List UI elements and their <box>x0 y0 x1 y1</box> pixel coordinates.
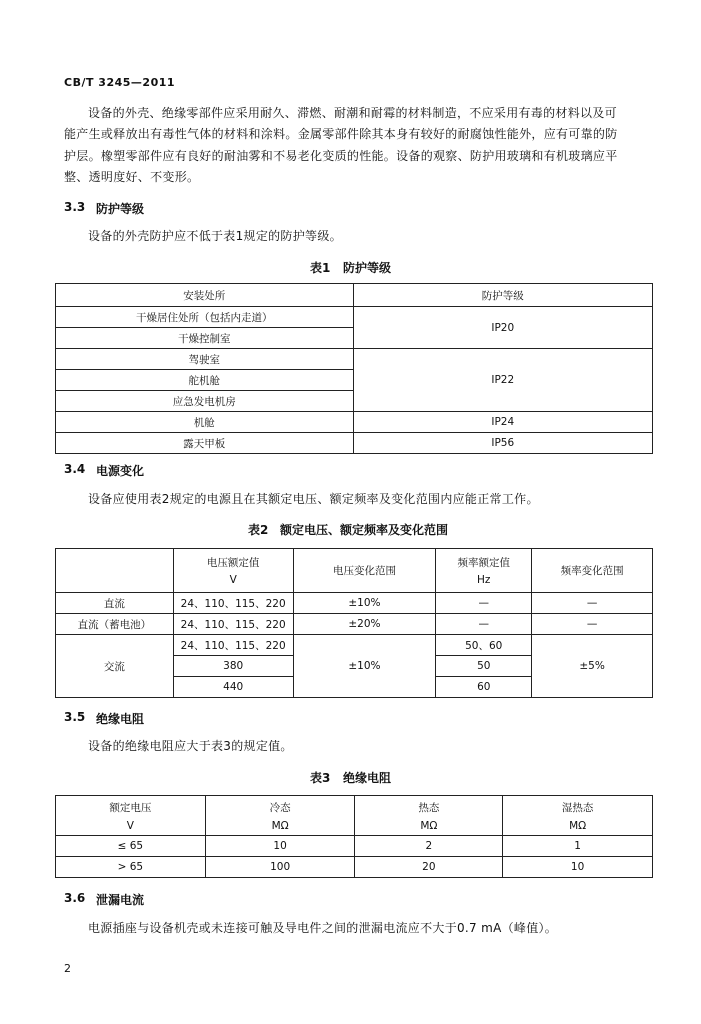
table3-cell: > 65 <box>56 857 206 878</box>
table2-ac-label: 交流 <box>56 635 174 698</box>
standard-code: CB/T 3245—2011 <box>64 76 176 89</box>
table2-ac-range: ±10% <box>293 635 436 698</box>
table1-grade: IP22 <box>353 349 653 412</box>
section-3-5-number: 3.5 <box>64 710 86 724</box>
table1-header-grade: 防护等级 <box>353 284 653 307</box>
table3-cell: 1 <box>503 836 653 857</box>
table3-cell: 2 <box>355 836 503 857</box>
table2-header-voltage-range: 电压变化范围 <box>293 549 436 593</box>
section-3-3-body: 设备的外壳防护应不低于表1规定的防护等级。 <box>88 229 342 243</box>
section-3-4-title: 电源变化 <box>96 464 145 478</box>
table2-caption-num: 表2 <box>248 523 269 537</box>
table1-grade: IP20 <box>353 307 653 349</box>
section-3-5-title: 绝缘电阻 <box>96 712 145 726</box>
table2-header-freq: 频率额定值 Hz <box>436 549 532 593</box>
section-3-4-number: 3.4 <box>64 462 86 476</box>
table2-dc-label: 直流 <box>56 593 174 614</box>
table2-header-freq-range: 频率变化范围 <box>532 549 653 593</box>
table1-header-location: 安装处所 <box>56 284 354 307</box>
table3-header-voltage: 额定电压 V <box>56 796 206 836</box>
table1-row: 露天甲板 <box>56 433 354 454</box>
section-3-3-number: 3.3 <box>64 200 86 214</box>
table1-row: 舵机舱 <box>56 370 354 391</box>
section-3-6-number: 3.6 <box>64 891 86 905</box>
table2-header-voltage: 电压额定值 V <box>173 549 293 593</box>
table3-cell: 10 <box>205 836 355 857</box>
table2-ac-voltage: 380 <box>173 656 293 677</box>
table2-ac-voltage: 440 <box>173 677 293 698</box>
table2-dc-freq-range: — <box>532 593 653 614</box>
table3 <box>55 795 653 878</box>
table1-grade: IP56 <box>353 433 653 454</box>
table3-cell: 20 <box>355 857 503 878</box>
table2-caption-title: 额定电压、额定频率及变化范围 <box>280 523 449 537</box>
section-3-6-title: 泄漏电流 <box>96 893 145 907</box>
intro-line-4: 整、透明度好、不变形。 <box>64 170 200 184</box>
page-number: 2 <box>64 962 71 975</box>
table2-ac-voltage: 24、110、115、220 <box>173 635 293 656</box>
table3-cell: 10 <box>503 857 653 878</box>
table2-dc-battery-label: 直流（蓄电池） <box>56 614 174 635</box>
table1 <box>55 283 653 454</box>
section-3-6-body: 电源插座与设备机壳或未连接可触及导电件之间的泄漏电流应不大于0.7 mA（峰值）。 <box>88 921 558 935</box>
intro-line-2: 能产生或释放出有毒性气体的材料和涂料。金属零部件除其本身有较好的耐腐蚀性能外，应有可靠的防 <box>64 127 618 141</box>
table3-caption-title: 绝缘电阻 <box>343 771 392 785</box>
table2-dc-battery-voltage: 24、110、115、220 <box>173 614 293 635</box>
table3-header-damp-heat: 湿热态 MΩ <box>503 796 653 836</box>
table1-caption-title: 防护等级 <box>343 261 392 275</box>
table3-cell: ≤ 65 <box>56 836 206 857</box>
table2-dc-battery-range: ±20% <box>293 614 436 635</box>
table2-dc-range: ±10% <box>293 593 436 614</box>
table1-caption-num: 表1 <box>310 261 331 275</box>
table2-dc-voltage: 24、110、115、220 <box>173 593 293 614</box>
table2-ac-freq: 60 <box>436 677 532 698</box>
intro-line-3: 护层。橡塑零部件应有良好的耐油雾和不易老化变质的性能。设备的观察、防护用玻璃和有机玻璃应平 <box>64 149 618 163</box>
section-3-4-body: 设备应使用表2规定的电源且在其额定电压、额定频率及变化范围内应能正常工作。 <box>88 492 539 506</box>
section-3-3-title: 防护等级 <box>96 202 145 216</box>
table2 <box>55 548 653 698</box>
table3-header-cold: 冷态 MΩ <box>205 796 355 836</box>
table2-ac-freq: 50 <box>436 656 532 677</box>
table3-header-hot: 热态 MΩ <box>355 796 503 836</box>
table2-dc-freq: — <box>436 593 532 614</box>
intro-line-1: 设备的外壳、绝缘零部件应采用耐久、滞燃、耐潮和耐霉的材料制造，不应采用有毒的材料以及可 <box>88 106 617 120</box>
table2-ac-freq: 50、60 <box>436 635 532 656</box>
table1-row: 应急发电机房 <box>56 391 354 412</box>
table2-ac-freq-range: ±5% <box>532 635 653 698</box>
table3-caption-num: 表3 <box>310 771 331 785</box>
table1-row: 干燥控制室 <box>56 328 354 349</box>
table2-dc-battery-freq-range: — <box>532 614 653 635</box>
section-3-5-body: 设备的绝缘电阻应大于表3的规定值。 <box>88 739 293 753</box>
table1-grade: IP24 <box>353 412 653 433</box>
table2-dc-battery-freq: — <box>436 614 532 635</box>
table1-row: 干燥居住处所（包括内走道） <box>56 307 354 328</box>
table1-row: 机舱 <box>56 412 354 433</box>
table3-cell: 100 <box>205 857 355 878</box>
table1-row: 驾驶室 <box>56 349 354 370</box>
